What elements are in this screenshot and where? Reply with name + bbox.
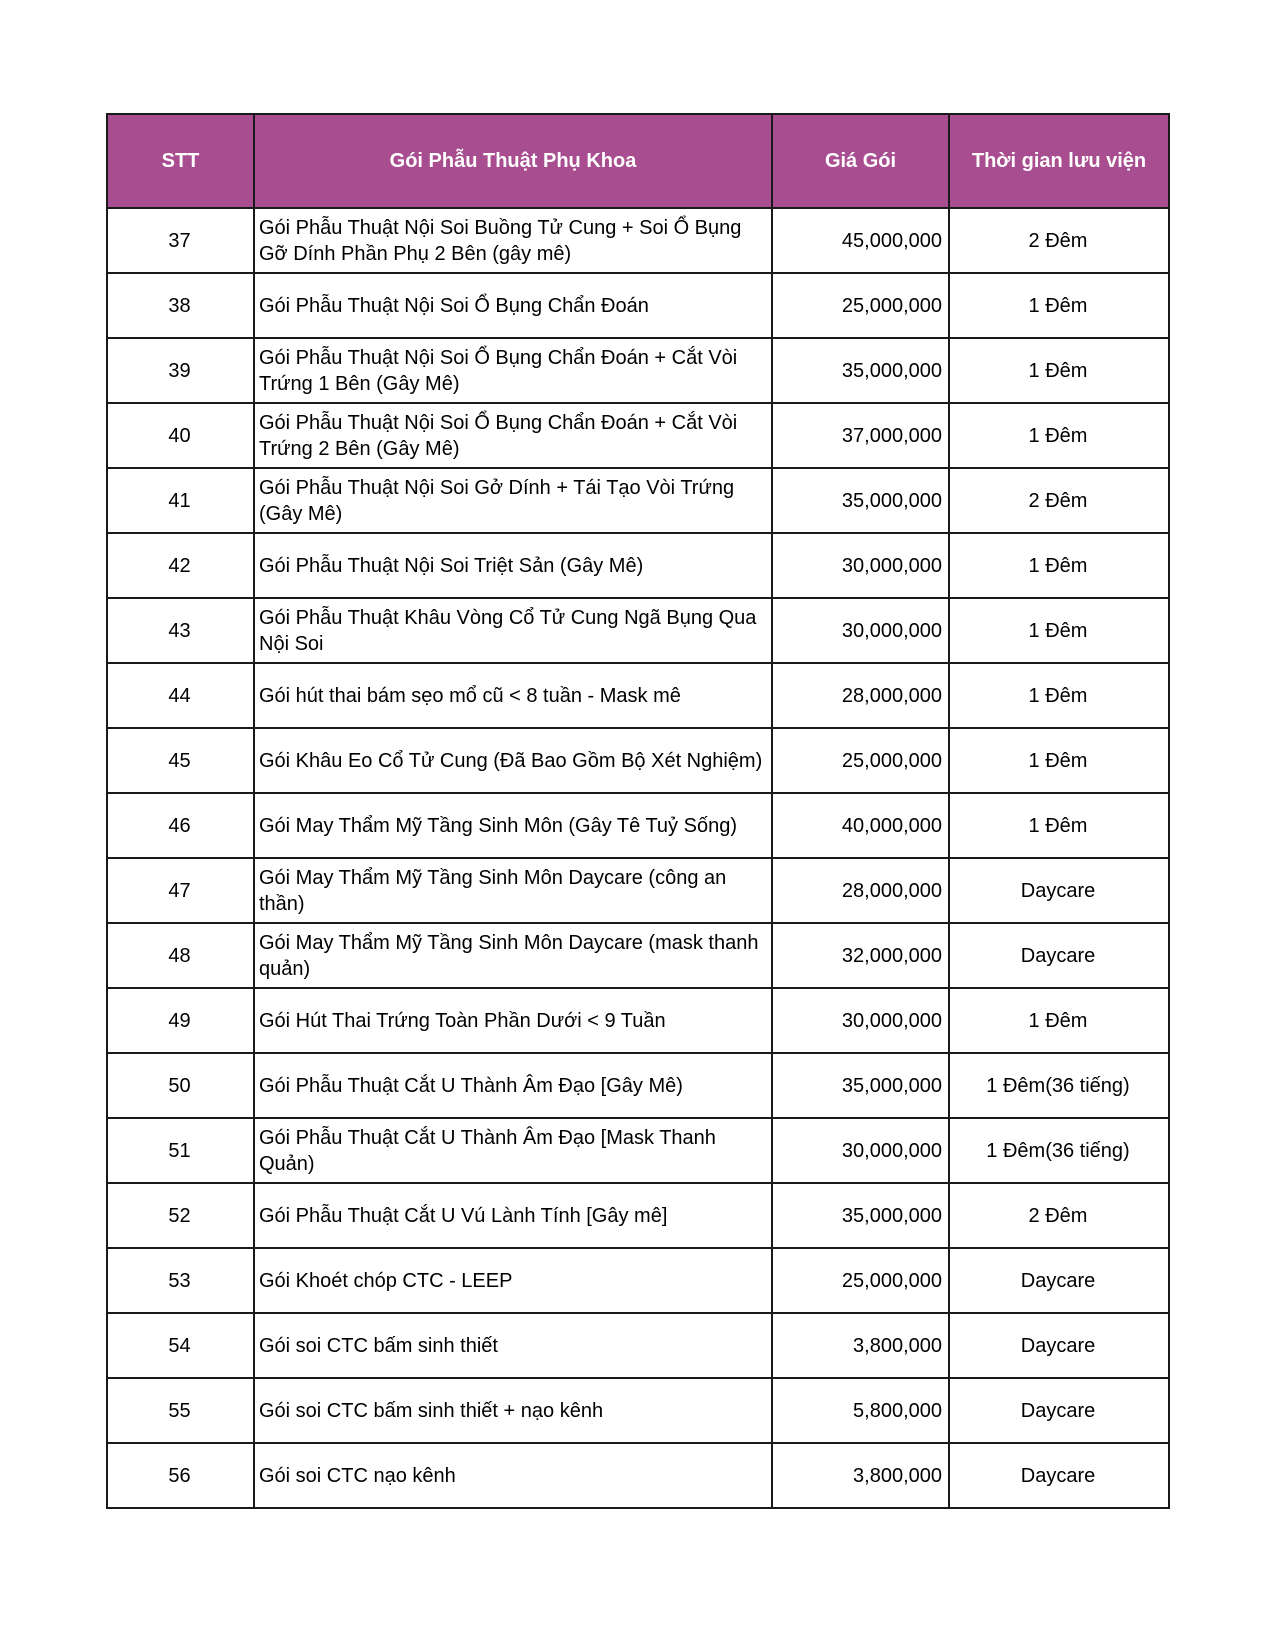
row-price: 28,000,000 [772,663,949,728]
row-price: 25,000,000 [772,1248,949,1313]
row-price: 28,000,000 [772,858,949,923]
row-stt: 38 [107,273,254,338]
row-stt: 47 [107,858,254,923]
header-stay-duration: Thời gian lưu viện [949,114,1169,208]
row-package-name: Gói Phẫu Thuật Cắt U Vú Lành Tính [Gây mê] [254,1183,772,1248]
row-package-name: Gói hút thai bám sẹo mổ cũ < 8 tuần - Mask mê [254,663,772,728]
row-package-name: Gói Khoét chóp CTC - LEEP [254,1248,772,1313]
table-row [107,468,1169,533]
surgery-price-table [106,113,1170,1509]
row-stay-duration: 1 Đêm [949,403,1169,468]
row-stay-duration: 2 Đêm [949,208,1169,273]
row-price: 25,000,000 [772,273,949,338]
row-price: 25,000,000 [772,728,949,793]
row-stay-duration: 1 Đêm [949,598,1169,663]
table-row [107,728,1169,793]
row-price: 35,000,000 [772,468,949,533]
row-price: 3,800,000 [772,1313,949,1378]
table-row [107,208,1169,273]
row-price: 35,000,000 [772,1183,949,1248]
row-package-name: Gói Phẫu Thuật Cắt U Thành Âm Đạo [Gây Mê) [254,1053,772,1118]
row-stay-duration: 1 Đêm [949,663,1169,728]
row-stay-duration: 1 Đêm(36 tiếng) [949,1118,1169,1183]
row-price: 37,000,000 [772,403,949,468]
table-row [107,988,1169,1053]
row-price: 3,800,000 [772,1443,949,1508]
row-package-name: Gói May Thẩm Mỹ Tầng Sinh Môn Daycare (công an thần) [254,858,772,923]
row-stt: 44 [107,663,254,728]
row-price: 30,000,000 [772,988,949,1053]
row-stt: 48 [107,923,254,988]
table-row [107,533,1169,598]
table-row [107,793,1169,858]
row-stay-duration: Daycare [949,1378,1169,1443]
row-price: 35,000,000 [772,338,949,403]
row-package-name: Gói May Thẩm Mỹ Tầng Sinh Môn Daycare (mask thanh quản) [254,923,772,988]
table-header [107,114,1169,208]
row-package-name: Gói soi CTC nạo kênh [254,1443,772,1508]
header-row [107,114,1169,208]
row-stay-duration: 1 Đêm [949,338,1169,403]
table-row [107,1053,1169,1118]
row-stt: 40 [107,403,254,468]
row-package-name: Gói Hút Thai Trứng Toàn Phần Dưới < 9 Tuần [254,988,772,1053]
table-row [107,338,1169,403]
row-price: 30,000,000 [772,1118,949,1183]
row-price: 45,000,000 [772,208,949,273]
row-package-name: Gói Phẫu Thuật Nội Soi Ổ Bụng Chẩn Đoán [254,273,772,338]
row-stt: 41 [107,468,254,533]
row-stay-duration: 1 Đêm [949,273,1169,338]
table-row [107,1378,1169,1443]
header-package-name: Gói Phẫu Thuật Phụ Khoa [254,114,772,208]
row-package-name: Gói soi CTC bấm sinh thiết [254,1313,772,1378]
row-package-name: Gói Phẫu Thuật Nội Soi Triệt Sản (Gây Mê) [254,533,772,598]
table-body [107,208,1169,1508]
row-price: 30,000,000 [772,533,949,598]
row-package-name: Gói Khâu Eo Cổ Tử Cung (Đã Bao Gồm Bộ Xét Nghiệm) [254,728,772,793]
row-stt: 55 [107,1378,254,1443]
row-price: 40,000,000 [772,793,949,858]
row-stt: 50 [107,1053,254,1118]
row-package-name: Gói Phẫu Thuật Khâu Vòng Cổ Tử Cung Ngã Bụng Qua Nội Soi [254,598,772,663]
header-stt: STT [107,114,254,208]
row-stt: 45 [107,728,254,793]
row-stt: 37 [107,208,254,273]
table-row [107,1313,1169,1378]
row-stt: 52 [107,1183,254,1248]
row-stay-duration: Daycare [949,1313,1169,1378]
row-price: 35,000,000 [772,1053,949,1118]
table-row [107,403,1169,468]
row-stay-duration: Daycare [949,923,1169,988]
row-stay-duration: Daycare [949,1443,1169,1508]
row-stay-duration: 2 Đêm [949,1183,1169,1248]
table-row [107,273,1169,338]
row-price: 5,800,000 [772,1378,949,1443]
row-package-name: Gói Phẫu Thuật Nội Soi Ổ Bụng Chẩn Đoán + Cắt Vòi Trứng 1 Bên (Gây Mê) [254,338,772,403]
row-stt: 39 [107,338,254,403]
row-package-name: Gói Phẫu Thuật Nội Soi Buồng Tử Cung + Soi Ổ Bụng Gỡ Dính Phần Phụ 2 Bên (gây mê) [254,208,772,273]
row-stay-duration: 1 Đêm [949,793,1169,858]
row-stt: 54 [107,1313,254,1378]
row-stay-duration: 1 Đêm [949,988,1169,1053]
table-row [107,1183,1169,1248]
table-row [107,598,1169,663]
row-package-name: Gói Phẫu Thuật Nội Soi Ổ Bụng Chẩn Đoán + Cắt Vòi Trứng 2 Bên (Gây Mê) [254,403,772,468]
row-stt: 43 [107,598,254,663]
row-price: 30,000,000 [772,598,949,663]
row-stay-duration: Daycare [949,1248,1169,1313]
row-stay-duration: Daycare [949,858,1169,923]
row-stt: 46 [107,793,254,858]
row-stay-duration: 1 Đêm [949,533,1169,598]
row-stt: 51 [107,1118,254,1183]
table-row [107,1118,1169,1183]
table-row [107,1248,1169,1313]
table-row [107,663,1169,728]
row-package-name: Gói May Thẩm Mỹ Tầng Sinh Môn (Gây Tê Tuỷ Sống) [254,793,772,858]
row-stay-duration: 1 Đêm(36 tiếng) [949,1053,1169,1118]
row-stay-duration: 2 Đêm [949,468,1169,533]
table-row [107,923,1169,988]
row-package-name: Gói Phẫu Thuật Nội Soi Gở Dính + Tái Tạo Vòi Trứng (Gây Mê) [254,468,772,533]
row-stt: 56 [107,1443,254,1508]
row-package-name: Gói soi CTC bấm sinh thiết + nạo kênh [254,1378,772,1443]
table-row [107,1443,1169,1508]
row-price: 32,000,000 [772,923,949,988]
row-stay-duration: 1 Đêm [949,728,1169,793]
header-price: Giá Gói [772,114,949,208]
row-stt: 42 [107,533,254,598]
row-stt: 53 [107,1248,254,1313]
table-row [107,858,1169,923]
row-stt: 49 [107,988,254,1053]
row-package-name: Gói Phẫu Thuật Cắt U Thành Âm Đạo [Mask Thanh Quản) [254,1118,772,1183]
